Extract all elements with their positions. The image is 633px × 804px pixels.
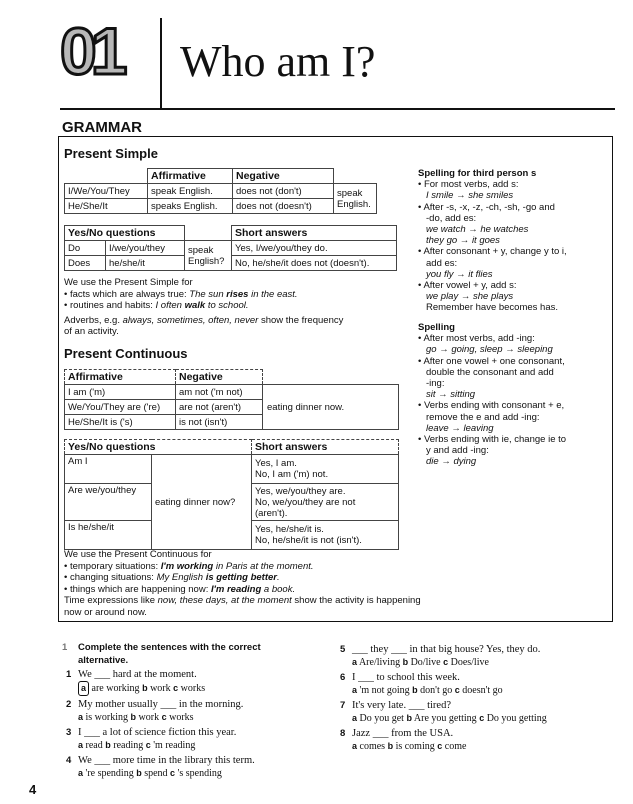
option-letter[interactable]: a	[352, 685, 358, 695]
table-cell: speak English?	[185, 241, 232, 271]
present-continuous-questions-table	[64, 439, 399, 550]
table-cell: Do	[65, 241, 106, 256]
option-letter[interactable]: b	[105, 740, 111, 750]
exercise-options[interactable]	[340, 684, 580, 697]
table-cell: am not ('m not)	[176, 385, 263, 400]
col-negative: Negative	[233, 169, 334, 184]
spelling-line: sit → sitting	[426, 389, 476, 401]
table-cell: No, he/she/it does not (doesn't).	[232, 256, 397, 271]
option-text[interactable]: Do you getting	[484, 713, 547, 724]
spelling-line: double the consonant and add	[426, 366, 554, 378]
time-expressions-2: now or around now.	[64, 606, 147, 618]
present-simple-usage	[64, 277, 343, 338]
exercise-question: 8 Jazz ___ from the USA.	[340, 728, 454, 739]
table-cell: speak English.	[148, 184, 233, 199]
option-text[interactable]: Do/live	[408, 657, 444, 668]
option-text[interactable]: doesn't go	[459, 685, 503, 696]
option-text[interactable]: works	[166, 712, 194, 723]
option-text[interactable]: works	[178, 683, 206, 694]
option-text[interactable]: is working	[83, 712, 131, 723]
option-letter[interactable]: b	[130, 712, 137, 722]
table-cell: does not (don't)	[233, 184, 334, 199]
spelling-line: you fly → it flies	[426, 268, 493, 280]
header-divider	[160, 18, 162, 110]
spelling-line: -ing:	[426, 378, 445, 390]
usage-item: • facts which are always true: The sun rises in the east.	[64, 288, 298, 300]
exercise-question: 2 My mother usually ___ in the morning.	[66, 699, 244, 710]
table-cell: We/You/They are ('re)	[65, 400, 176, 415]
spelling-line: they go → it goes	[426, 235, 500, 247]
page-number: 4	[29, 782, 37, 797]
spelling-line: • For most verbs, add s:	[418, 179, 519, 191]
spelling-line: • After consonant + y, change y to i,	[418, 246, 567, 258]
exercise-options[interactable]	[66, 711, 331, 724]
present-continuous-affirmative-table	[64, 369, 399, 430]
option-letter[interactable]: c	[437, 741, 443, 751]
spelling-ing-heading: Spelling	[418, 322, 455, 333]
option-letter[interactable]: b	[402, 657, 409, 667]
table-cell: He/She/It is ('s)	[65, 415, 176, 430]
spelling-line: • Verbs ending with ie, change ie to	[418, 434, 567, 446]
exercise-right-column	[340, 641, 580, 755]
table-cell: I/We/You/They	[65, 184, 148, 199]
usage-item: • temporary situations: I'm working in Paris at the moment.	[64, 560, 314, 572]
spelling-line: we watch → he watches	[426, 224, 529, 236]
option-text[interactable]: 'm not going	[357, 685, 413, 696]
exercise-question: 5 ___ they ___ in that big house? Yes, they do.	[340, 644, 541, 655]
table-cell: eating dinner now.	[263, 385, 399, 430]
option-letter[interactable]: a	[78, 712, 84, 722]
option-letter[interactable]: c	[454, 685, 460, 695]
exercise-question: 1 We ___ hard at the moment.	[66, 669, 197, 680]
option-letter[interactable]: a	[81, 683, 87, 693]
col-yes-no-questions: Yes/No questions	[65, 226, 185, 241]
unit-number: 01	[60, 14, 122, 88]
option-text[interactable]: Does/live	[448, 657, 489, 668]
table-cell: speak English.	[334, 184, 377, 214]
option-text[interactable]: 're spending	[83, 768, 137, 779]
col-affirmative: Affirmative	[148, 169, 233, 184]
col-negative: Negative	[176, 370, 263, 385]
table-cell: Does	[65, 256, 106, 271]
present-simple-heading: Present Simple	[64, 146, 158, 161]
present-simple-affirmative-table	[64, 168, 377, 214]
time-expressions: Time expressions like now, these days, at the moment show the activity is happening	[64, 595, 421, 606]
option-letter[interactable]: b	[406, 713, 412, 723]
present-simple-questions-table	[64, 225, 397, 271]
table-cell: I/we/you/they	[106, 241, 185, 256]
table-cell: Yes, I am. No, I am ('m) not.	[252, 455, 399, 484]
usage-intro: We use the Present Simple for	[64, 277, 193, 288]
option-letter[interactable]: a	[352, 713, 358, 723]
exercise-question: 6 I ___ to school this week.	[340, 672, 460, 683]
option-text[interactable]: don't go	[417, 685, 455, 696]
usage-item: • routines and habits: I often walk to school.	[64, 300, 249, 311]
spelling-ing	[418, 322, 566, 468]
spelling-line: remove the e and add -ing:	[426, 411, 540, 423]
option-letter[interactable]: b	[142, 683, 148, 693]
option-text[interactable]: come	[442, 741, 467, 752]
present-continuous-heading: Present Continuous	[64, 346, 188, 361]
page-title: Who am I?	[180, 37, 376, 86]
exercise-options[interactable]	[66, 681, 331, 696]
option-letter[interactable]: c	[173, 683, 179, 693]
spelling-line: • After vowel + y, add s:	[418, 280, 517, 292]
present-continuous-usage	[64, 549, 421, 618]
table-cell: Am I	[65, 455, 152, 484]
usage-item: • changing situations: My English is getting better.	[64, 572, 280, 583]
table-cell: speaks English.	[148, 199, 233, 214]
usage-intro: We use the Present Continuous for	[64, 549, 212, 560]
table-cell: are not (aren't)	[176, 400, 263, 415]
option-text[interactable]: are working	[89, 683, 143, 694]
table-cell: he/she/it	[106, 256, 185, 271]
option-text[interactable]: reading	[110, 740, 146, 751]
option-letter[interactable]: a	[352, 741, 358, 751]
option-text[interactable]: comes	[357, 741, 388, 752]
usage-item: • things which are happening now: I'm reading a book.	[64, 583, 296, 595]
spelling-line: we play → she plays	[426, 291, 514, 303]
header-rule	[60, 108, 615, 110]
option-text[interactable]: work	[136, 712, 162, 723]
option-letter[interactable]: c	[161, 712, 167, 722]
option-letter[interactable]: b	[412, 685, 418, 695]
option-text[interactable]: Do you get	[357, 713, 407, 724]
option-letter[interactable]: a	[78, 740, 84, 750]
exercise-question: 4 We ___ more time in the library this term.	[66, 755, 255, 766]
table-cell: He/She/It	[65, 199, 148, 214]
spelling-line: y and add -ing:	[426, 445, 489, 457]
option-text[interactable]: 'm reading	[150, 740, 196, 751]
table-cell: eating dinner now?	[152, 455, 252, 550]
option-text[interactable]: 's spending	[175, 768, 222, 779]
spelling-line: -do, add es:	[426, 212, 477, 224]
exercise-options[interactable]	[66, 739, 331, 752]
option-letter[interactable]: c	[170, 768, 176, 778]
spelling-third-heading: Spelling for third person s	[418, 168, 537, 179]
option-letter[interactable]: b	[136, 768, 142, 778]
option-letter[interactable]: a	[352, 657, 358, 667]
spelling-line: add es:	[426, 257, 458, 269]
option-letter[interactable]: a	[78, 768, 84, 778]
col-yes-no-questions: Yes/No questions	[65, 440, 252, 455]
spelling-line: die → dying	[426, 456, 477, 468]
spelling-third-person	[418, 168, 567, 314]
col-short-answers: Short answers	[252, 440, 399, 455]
option-letter[interactable]: b	[387, 741, 394, 751]
spelling-line: leave → leaving	[426, 422, 494, 434]
exercise-options[interactable]	[66, 767, 331, 780]
exercise-options[interactable]	[340, 712, 580, 725]
spelling-line: go → going, sleep → sleeping	[426, 344, 553, 356]
exercise-instruction: 1 Complete the sentences with the correct alternative.	[62, 642, 261, 666]
col-short-answers: Short answers	[232, 226, 397, 241]
table-cell: is not (isn't)	[176, 415, 263, 430]
option-text[interactable]: is coming	[393, 741, 438, 752]
option-letter[interactable]: c	[145, 740, 151, 750]
option-text[interactable]: spend	[141, 768, 171, 779]
table-cell: Are we/you/they	[65, 484, 152, 521]
table-cell: Yes, he/she/it is. No, he/she/it is not (isn't).	[252, 521, 399, 550]
table-cell: Is he/she/it	[65, 521, 152, 550]
exercise-options[interactable]	[340, 740, 580, 753]
table-cell: Yes, we/you/they are. No, we/you/they are not (aren't).	[252, 484, 399, 521]
spelling-line: Remember have becomes has.	[426, 302, 559, 314]
exercise-question: 3 I ___ a lot of science fiction this year.	[66, 727, 237, 738]
option-text[interactable]: read	[83, 740, 106, 751]
option-text[interactable]: Are you getting	[411, 713, 480, 724]
exercise-question: 7 It's very late. ___ tired?	[340, 700, 451, 711]
option-text[interactable]: Are/living	[357, 657, 403, 668]
spelling-line: • After -s, -x, -z, -ch, -sh, -go and	[418, 201, 555, 213]
adverbs-note: Adverbs, e.g. always, sometimes, often, never show the frequency	[64, 314, 344, 326]
table-cell: does not (doesn't)	[233, 199, 334, 214]
exercise-left-column	[66, 666, 331, 782]
adverbs-note-2: of an activity.	[64, 326, 119, 337]
option-text[interactable]: work	[147, 683, 174, 694]
spelling-line: • Verbs ending with consonant + e,	[418, 400, 565, 412]
section-heading: GRAMMAR	[62, 119, 142, 136]
exercise-options[interactable]	[340, 656, 580, 669]
spelling-line: • After most verbs, add -ing:	[418, 333, 535, 345]
spelling-line: I smile → she smiles	[426, 190, 514, 202]
spelling-line: • After one vowel + one consonant,	[418, 355, 565, 367]
option-letter[interactable]: c	[479, 713, 485, 723]
option-letter[interactable]: c	[443, 657, 449, 667]
table-cell: I am ('m)	[65, 385, 176, 400]
table-cell: Yes, I/we/you/they do.	[232, 241, 397, 256]
col-affirmative: Affirmative	[65, 370, 176, 385]
